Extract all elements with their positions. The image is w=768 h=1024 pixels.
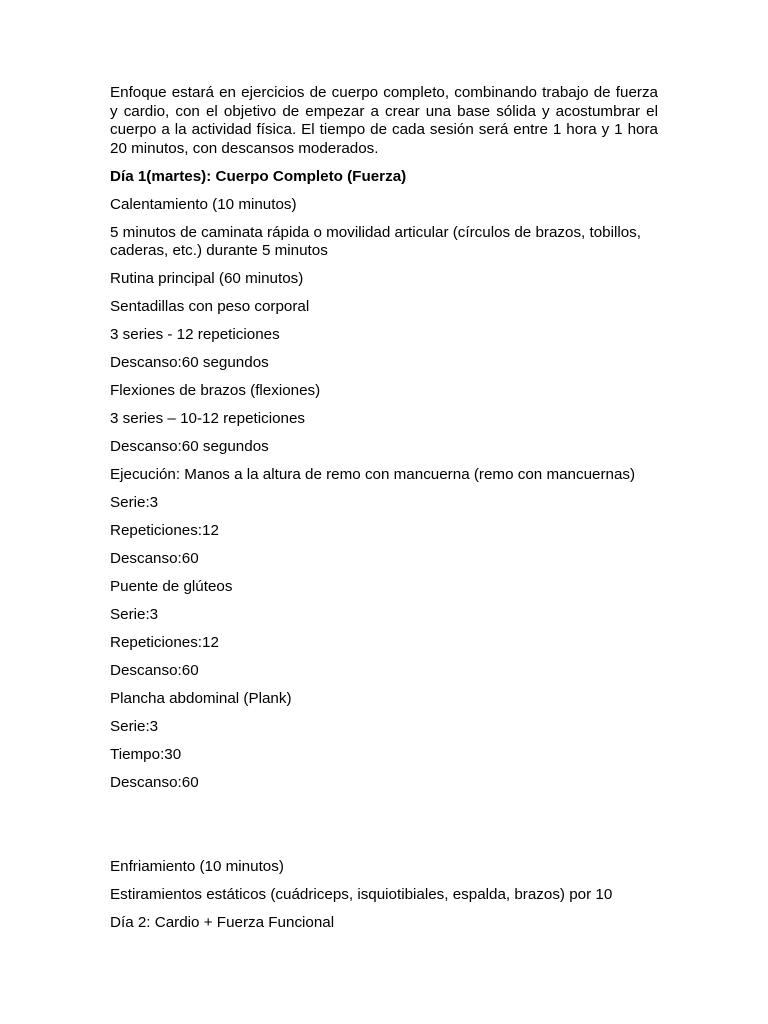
squats-name: Sentadillas con peso corporal (110, 298, 310, 315)
intro-paragraph: Enfoque estará en ejercicios de cuerpo completo, combinando trabajo de fuerza y cardio, con el objetivo de empezar a crear una base sólida y acostumbrar el cuerpo a la actividad física. El tiempo de cada sesión será entre 1 hora y 1 hora 20 minutos, con descansos moderados. (110, 84, 658, 157)
squats-rest: Descanso:60 segundos (110, 354, 269, 371)
plank-name: Plancha abdominal (Plank) (110, 690, 292, 707)
glute-bridge-rest: Descanso:60 (110, 662, 199, 679)
row-reps: Repeticiones:12 (110, 522, 219, 539)
glute-bridge-sets: Serie:3 (110, 606, 159, 623)
row-sets: Serie:3 (110, 494, 159, 511)
row-name: Ejecución: Manos a la altura de remo con mancuerna (remo con mancuernas) (110, 466, 636, 483)
cooldown-title: Enfriamiento (10 minutos) (110, 857, 284, 875)
plank-sets: Serie:3 (110, 718, 159, 735)
squats-sets: 3 series - 12 repeticiones (110, 326, 280, 343)
pushups-name: Flexiones de brazos (flexiones) (110, 382, 321, 399)
blank-space (110, 793, 658, 858)
glute-bridge-reps: Repeticiones:12 (110, 634, 219, 651)
day2-heading: Día 2: Cardio + Fuerza Funcional (110, 913, 335, 931)
day1-heading: Día 1(martes): Cuerpo Completo (Fuerza) (110, 167, 407, 185)
warmup-title: Calentamiento (10 minutos) (110, 195, 297, 213)
cooldown-description: Estiramientos estáticos (cuádriceps, isquiotibiales, espalda, brazos) por 10 (110, 885, 613, 903)
pushups-sets: 3 series – 10-12 repeticiones (110, 410, 306, 427)
pushups-rest: Descanso:60 segundos (110, 438, 269, 455)
main-routine-title: Rutina principal (60 minutos) (110, 270, 304, 287)
glute-bridge-name: Puente de glúteos (110, 578, 233, 595)
document-body (110, 84, 658, 932)
warmup-description: 5 minutos de caminata rápida o movilidad articular (círculos de brazos, tobillos, caderas, etc.) durante 5 minutos (110, 223, 641, 259)
row-rest: Descanso:60 (110, 550, 199, 567)
plank-time: Tiempo:30 (110, 746, 182, 763)
plank-rest: Descanso:60 (110, 774, 199, 791)
